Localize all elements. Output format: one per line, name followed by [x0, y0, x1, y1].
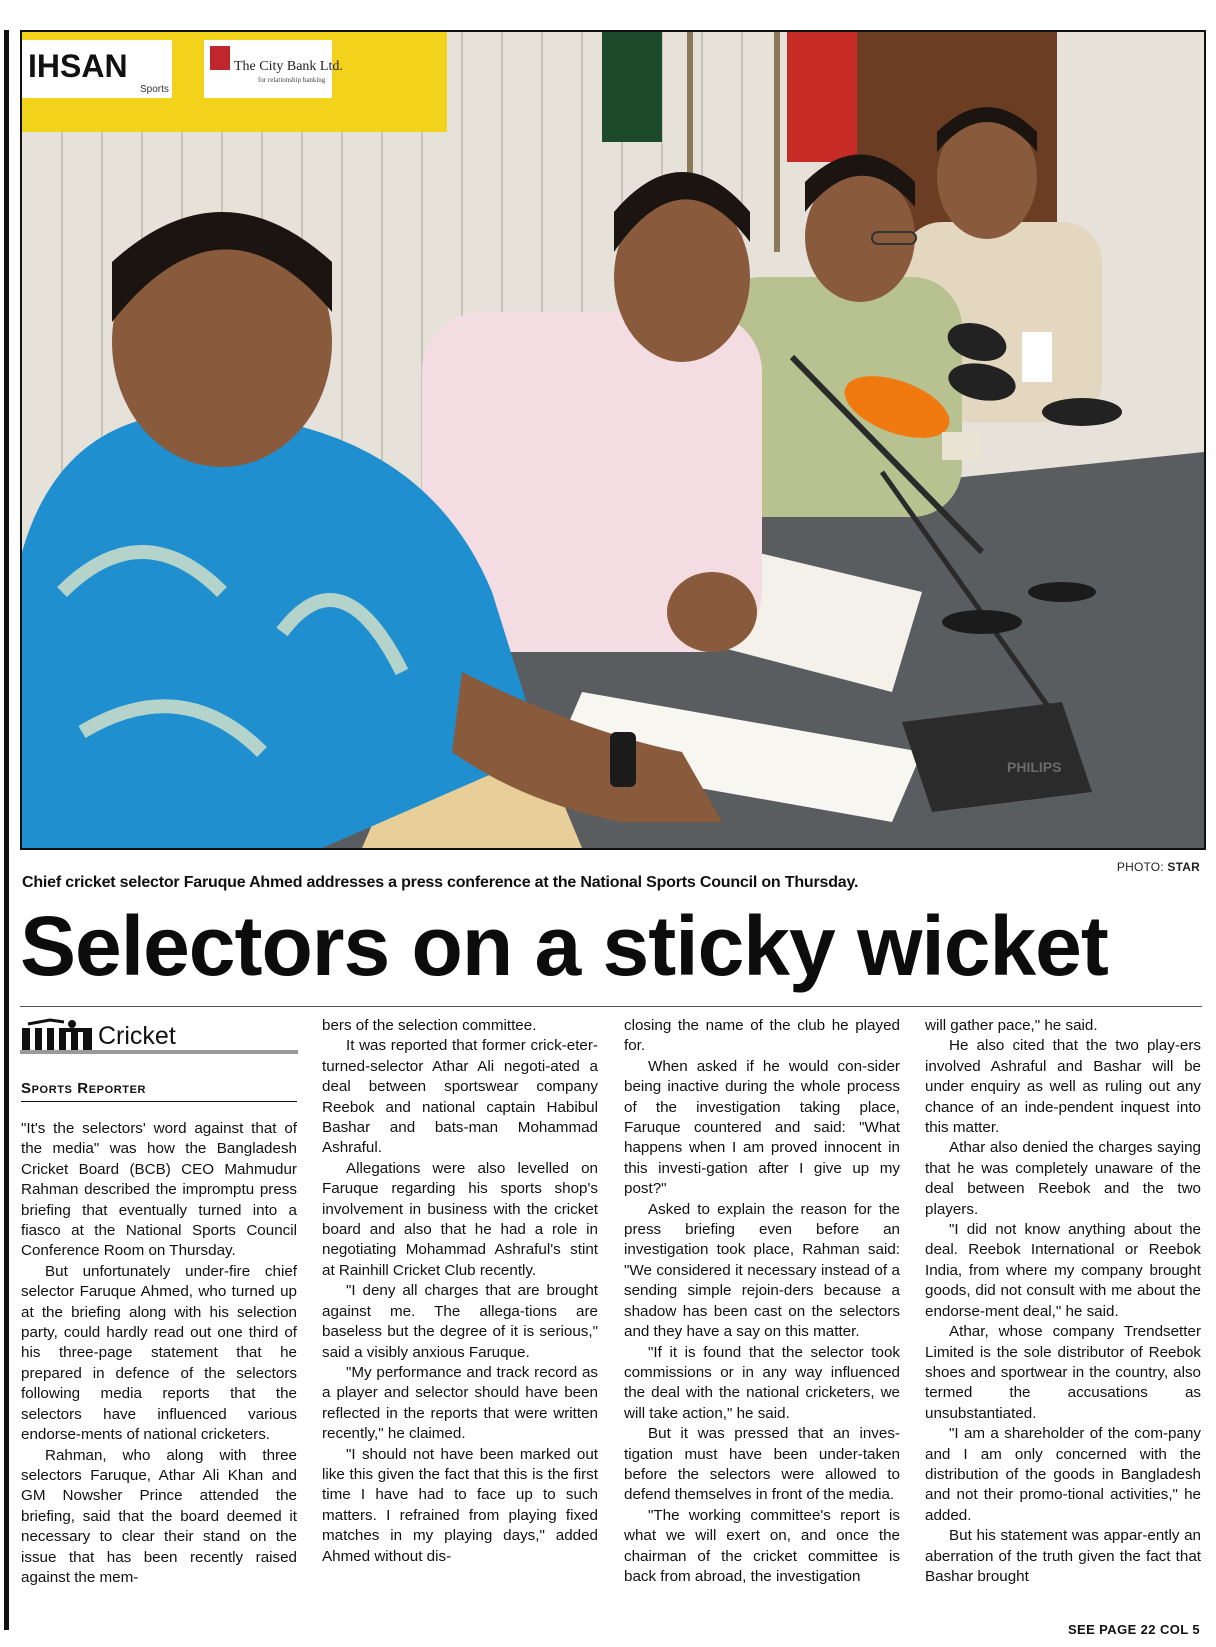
article-paragraph: closing the name of the club he played for. [624, 1017, 900, 1055]
conference-mic-base [902, 702, 1092, 812]
flag-red [787, 32, 857, 162]
article-paragraph: He also cited that the two play-ers involved Ashraful and Bashar will be under enquiry as well as ruling out any chance of an inde-pendent inquest into this matter. [925, 1037, 1201, 1137]
headline: Selectors on a sticky wicket [20, 899, 1108, 993]
article-paragraph: "I should not have been marked out like this given the fact that this is the first time I have had to face up to such matters. I refrained from playing fixed matches in my playing days," added Ahmed without dis- [322, 1445, 598, 1565]
article-paragraph: "My performance and track record as a player and selector should have been reflected in the reports that were written recently," he claimed. [322, 1363, 598, 1443]
article-paragraph: Allegations were also levelled on Faruque regarding his sports shop's involvement in business with the cricket board and also that he had a role in negotiating Mohammad Ashraful's stint at Rainhill Cricket Club recently. [322, 1159, 598, 1279]
section-logo-bar [20, 1050, 298, 1054]
photo-caption: Chief cricket selector Faruque Ahmed addresses a press conference at the National Sports Council on Thursday. [22, 874, 859, 891]
article-paragraph: "I am a shareholder of the com-pany and I am only concerned with the distribution of the goods in Bangladesh and not their promo-tional activities," he added. [925, 1425, 1201, 1524]
article-paragraph: It was reported that former crick-eter-turned-selector Athar Ali negoti-ated a deal between sportswear company Reebok and national captain Habibul Bashar and bats-man Mohammad Ashraful. [322, 1037, 598, 1157]
article-paragraph: When asked if he would con-sider being inactive during the whole process of the investigation taking place, Faruque countered and said: "What happens when I am proved innocent in this investi-gation after I give up my post?" [624, 1057, 900, 1198]
article-paragraph: bers of the selection committee. [322, 1017, 537, 1034]
continuation-note: SEE PAGE 22 COL 5 [1067, 1622, 1200, 1637]
article-column-2 [322, 1016, 598, 1567]
flag-green [602, 32, 662, 142]
article-column-4 [925, 1016, 1201, 1587]
photo-credit [1117, 860, 1200, 874]
article-paragraph: "The working committee's report is what we will exert on, and once the chairman of the cricket committee is back from abroad, the investigation [624, 1506, 900, 1585]
cricket-stumps-icon [20, 1018, 96, 1054]
photo-credit-source: STAR [1167, 860, 1200, 874]
article-paragraph: will gather pace," he said. [925, 1017, 1098, 1034]
headline-divider [20, 1006, 1202, 1007]
article-paragraph: But unfortunately under-fire chief selector Faruque Ahmed, who turned up at the briefing along with his selection party, could hardly read out one third of his three-page statement that he prepared in defence of the selectors following media reports that the selectors have influenced various endorse-ments of national cricketers. [21, 1262, 297, 1444]
article-paragraph: "I deny all charges that are brought against me. The allega-tions are baseless but the degree of it is serious," said a visibly anxious Faruque. [322, 1282, 598, 1361]
article-paragraph: Athar also denied the charges saying that he was completely unaware of the deal between Reebok and the two players. [925, 1139, 1201, 1218]
article-paragraph: But it was pressed that an inves-tigation must have been under-taken before the selectors were allowed to defend themselves in front of the media. [624, 1425, 900, 1504]
article-paragraph: "If it is found that the selector took commissions or in any way influenced the deal with the national cricketers, we will take action," he said. [624, 1343, 900, 1422]
sponsor-left-sub: Sports [140, 84, 169, 95]
sponsor-right-sub: for relationship banking [258, 76, 326, 84]
section-logo-label: Cricket [98, 1022, 176, 1050]
byline: Sports Reporter [21, 1080, 297, 1102]
section-logo [20, 1016, 298, 1056]
press-conference-photo [20, 30, 1206, 850]
article-paragraph: "It's the selectors' word against that of the media" was how the Bangladesh Cricket Board (BCB) CEO Mahmudur Rahman described the impromptu press briefing that eventually turned into a fiasco at the National Sports Council Conference Room on Thursday. [21, 1120, 297, 1260]
photo-credit-label: PHOTO: [1116, 860, 1164, 874]
photo-illustration [22, 32, 1204, 848]
article-column-1 [21, 1119, 297, 1588]
article-column-3 [624, 1016, 900, 1587]
city-bank-logo-mark [210, 46, 230, 70]
article-paragraph: Rahman, who along with three selectors Faruque, Athar Ali Khan and GM Nowsher Prince attended the briefing, said that the board deemed it necessary to clear their stand on the issue that has been recently raised against the mem- [21, 1446, 297, 1586]
sponsor-left-logo: IHSAN [28, 48, 128, 84]
article-paragraph: But his statement was appar-ently an aberration of the truth given the fact that Bashar brought [925, 1527, 1201, 1585]
sponsor-right-logo: The City Bank Ltd. [234, 59, 343, 74]
article-paragraph: Athar, whose company Trendsetter Limited is the sole distributor of Reebok shoes and sportwear in the country, also termed the accusations as unsubstantiated. [925, 1323, 1201, 1422]
article-paragraph: "I did not know anything about the deal. Reebok International or Reebok India, from where my company brought goods, did not consult with me about the endorse-ment deal," he said. [925, 1221, 1201, 1320]
mic-brand-label: PHILIPS [1007, 759, 1062, 775]
article-paragraph: Asked to explain the reason for the press briefing even before an investigation took place, Rahman said: "We considered it necessary instead of a sending simple rejoin-ders because a shadow has been cast on the selectors and they have a say on this matter. [624, 1200, 900, 1341]
left-column-rule [4, 30, 9, 1630]
